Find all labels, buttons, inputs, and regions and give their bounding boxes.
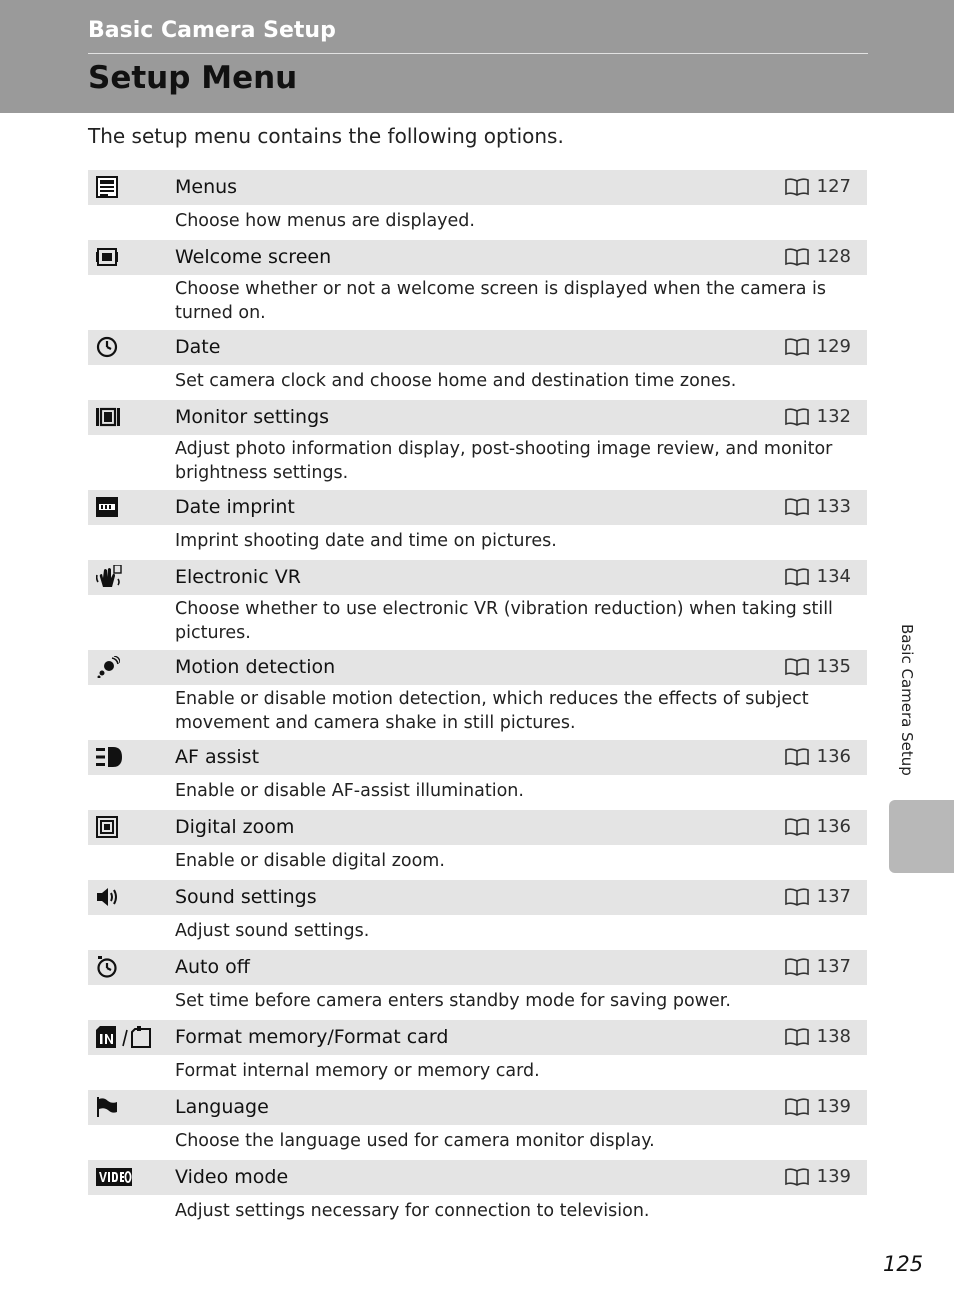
table-row [88, 240, 867, 275]
page-number-ref: 137 [816, 886, 851, 907]
row-label: Sound settings [175, 886, 317, 908]
page-reference [784, 1095, 851, 1119]
page-reference [784, 1025, 851, 1049]
video-mode-icon [96, 1164, 132, 1190]
page-number-ref: 134 [816, 566, 851, 587]
page-number-ref: 139 [816, 1096, 851, 1117]
book-icon [784, 658, 810, 676]
row-description: Enable or disable AF-assist illumination. [175, 781, 524, 801]
page-number-ref: 136 [816, 816, 851, 837]
page-number-ref: 137 [816, 956, 851, 977]
table-row [88, 950, 867, 985]
page-reference [784, 745, 851, 769]
table-row [88, 560, 867, 595]
date-imprint-icon [96, 494, 118, 520]
row-label: Auto off [175, 956, 250, 978]
book-icon [784, 178, 810, 196]
row-label: Welcome screen [175, 246, 332, 268]
page-number-ref: 129 [816, 336, 851, 357]
row-label: Menus [175, 176, 238, 198]
row-description: Choose whether or not a welcome screen is displayed when the camera is turned on. [175, 279, 827, 323]
page-number-ref: 127 [816, 176, 851, 197]
book-icon [784, 1168, 810, 1186]
table-row [88, 170, 867, 205]
table-row [88, 330, 867, 365]
row-description: Format internal memory or memory card. [175, 1061, 540, 1081]
row-description: Adjust settings necessary for connection to television. [175, 1201, 650, 1221]
page-reference [784, 495, 851, 519]
header-divider [88, 53, 868, 54]
menus-icon [96, 174, 118, 200]
book-icon [784, 818, 810, 836]
table-row [88, 650, 867, 685]
format-memory-card-icon [96, 1024, 152, 1050]
book-icon [784, 1028, 810, 1046]
row-label: Electronic VR [175, 566, 301, 588]
table-row [88, 740, 867, 775]
book-icon [784, 338, 810, 356]
book-icon [784, 958, 810, 976]
page-reference [784, 655, 851, 679]
page-reference [784, 885, 851, 909]
book-icon [784, 498, 810, 516]
row-label: Video mode [175, 1166, 289, 1188]
sidebar-section-tab [889, 800, 954, 873]
row-description: Choose the language used for camera monitor display. [175, 1131, 655, 1151]
table-row [88, 1160, 867, 1195]
page-reference [784, 815, 851, 839]
intro-text: The setup menu contains the following options. [88, 124, 564, 148]
row-description: Choose how menus are displayed. [175, 211, 475, 231]
page-reference [784, 565, 851, 589]
page-number-ref: 139 [816, 1166, 851, 1187]
row-label: Monitor settings [175, 406, 330, 428]
section-header-bar [0, 0, 954, 113]
date-clock-icon [96, 334, 118, 360]
table-row [88, 400, 867, 435]
table-row [88, 880, 867, 915]
row-description: Set camera clock and choose home and destination time zones. [175, 371, 737, 391]
row-description: Choose whether to use electronic VR (vibration reduction) when taking still pictures. [175, 599, 833, 643]
electronic-vr-icon [96, 564, 122, 590]
sound-settings-icon [96, 884, 120, 910]
row-description: Set time before camera enters standby mode for saving power. [175, 991, 731, 1011]
row-label: Language [175, 1096, 269, 1118]
row-description: Adjust photo information display, post-shooting image review, and monitor brightness settings. [175, 439, 833, 483]
page-number-ref: 132 [816, 406, 851, 427]
book-icon [784, 568, 810, 586]
page-number-ref: 138 [816, 1026, 851, 1047]
page-number-ref: 135 [816, 656, 851, 677]
page-number-ref: 133 [816, 496, 851, 517]
setup-menu-table [88, 170, 867, 1230]
table-row [88, 1090, 867, 1125]
auto-off-icon [96, 954, 118, 980]
motion-detection-icon [96, 654, 120, 680]
page-reference [784, 245, 851, 269]
row-label: Date imprint [175, 496, 295, 518]
page-reference [784, 335, 851, 359]
page-number: 125 [883, 1252, 924, 1276]
page-reference [784, 1165, 851, 1189]
language-icon [96, 1094, 118, 1120]
row-label: Date [175, 336, 221, 358]
book-icon [784, 408, 810, 426]
row-description: Adjust sound settings. [175, 921, 370, 941]
row-label: Motion detection [175, 656, 336, 678]
page-number-ref: 128 [816, 246, 851, 267]
book-icon [784, 248, 810, 266]
digital-zoom-icon [96, 814, 118, 840]
row-label: Format memory/Format card [175, 1026, 449, 1048]
book-icon [784, 888, 810, 906]
book-icon [784, 1098, 810, 1116]
table-row [88, 490, 867, 525]
monitor-settings-icon [96, 404, 120, 430]
welcome-screen-icon [96, 244, 118, 270]
section-title: Basic Camera Setup [88, 18, 336, 43]
page-title: Setup Menu [88, 60, 298, 96]
row-description: Enable or disable motion detection, which reduces the effects of subject movement and camera shake in still pictures. [175, 689, 809, 733]
row-description: Enable or disable digital zoom. [175, 851, 445, 871]
page-number-ref: 136 [816, 746, 851, 767]
page-reference [784, 405, 851, 429]
af-assist-icon [96, 744, 122, 770]
book-icon [784, 748, 810, 766]
page-reference [784, 955, 851, 979]
row-description: Imprint shooting date and time on pictures. [175, 531, 557, 551]
row-label: Digital zoom [175, 816, 295, 838]
page-reference [784, 175, 851, 199]
table-row [88, 1020, 867, 1055]
row-label: AF assist [175, 746, 260, 768]
sidebar-section-label: Basic Camera Setup [898, 624, 916, 776]
table-row [88, 810, 867, 845]
